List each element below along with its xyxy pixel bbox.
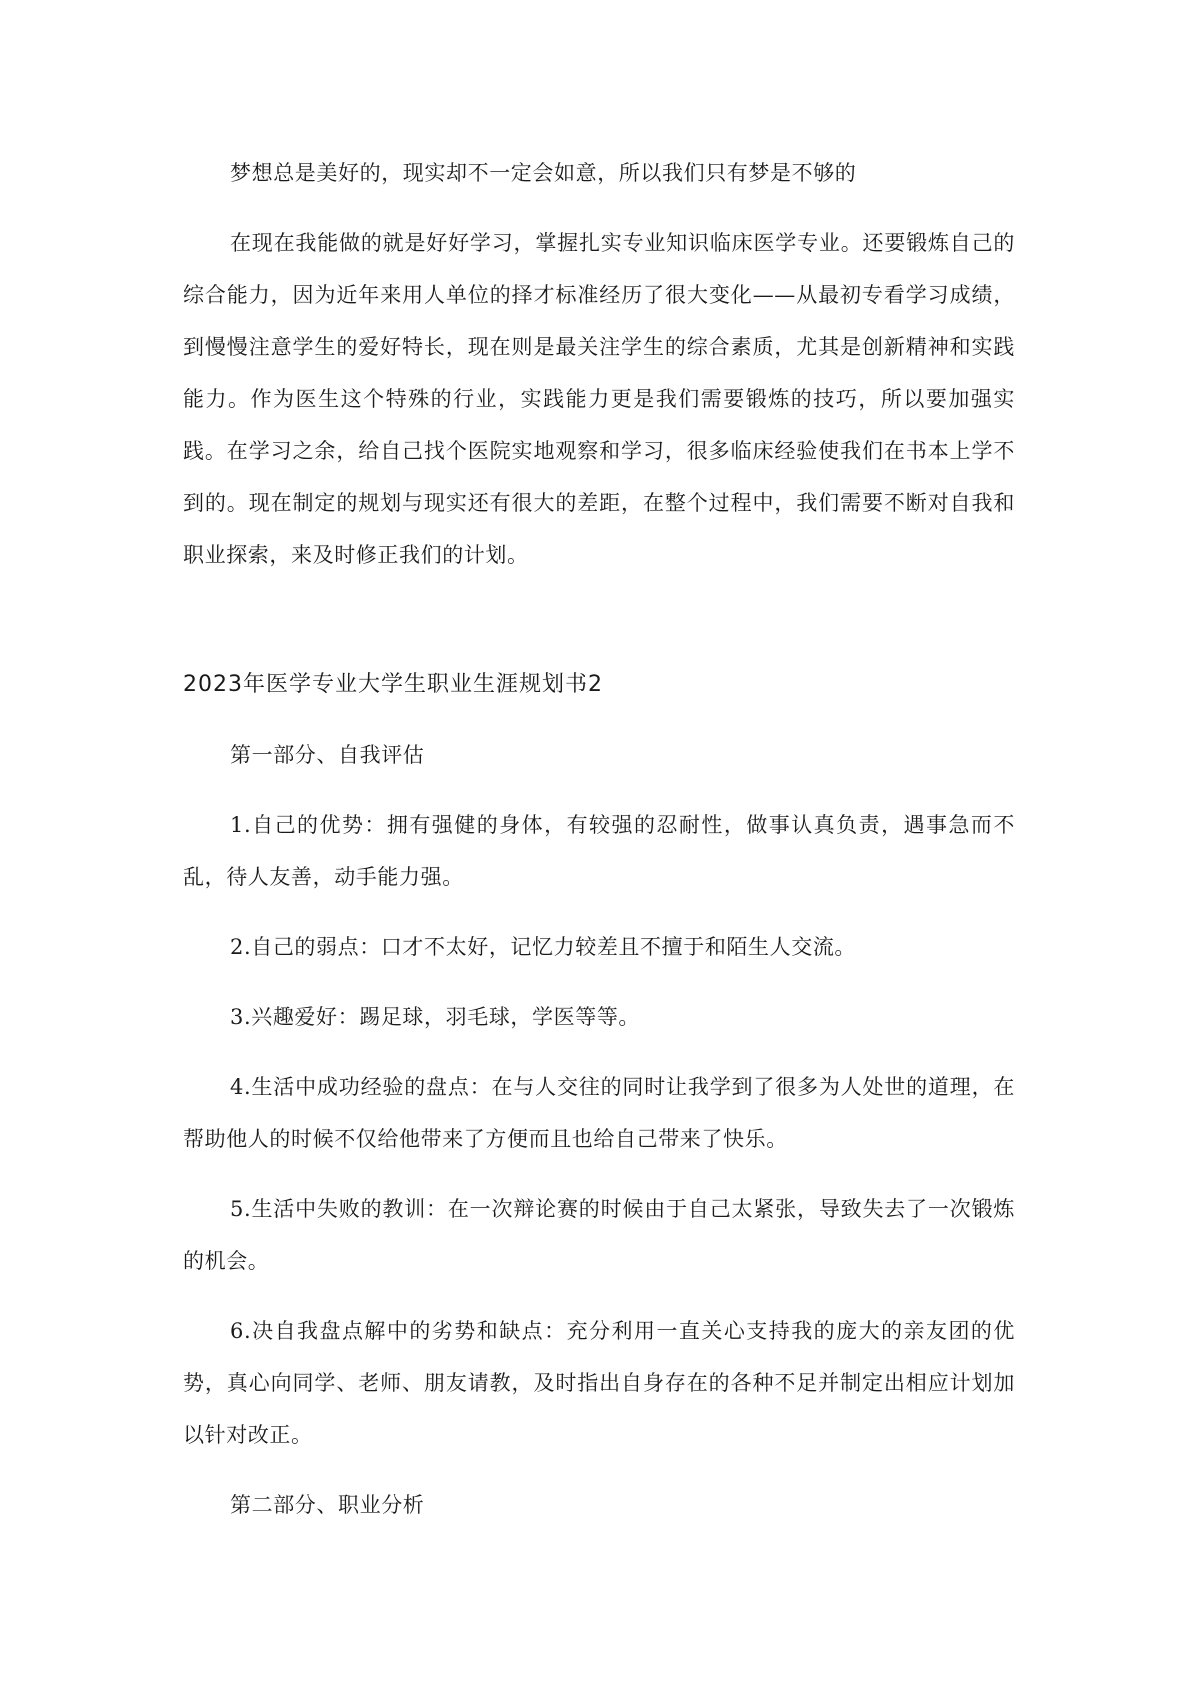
part1-title: 第一部分、自我评估 (230, 743, 425, 767)
section-title: 2023年医学专业大学生职业生涯规划书2 (183, 672, 603, 697)
list-item-improvement: 6.决自我盘点解中的劣势和缺点：充分利用一直关心支持我的庞大的亲友团的优势，真心向同学、老师、朋友请教，及时指出自身存在的各种不足并制定出相应计划加以针对改正。 (183, 1319, 1015, 1447)
document-body (183, 147, 1015, 1531)
list-item-strengths: 1.自己的优势：拥有强健的身体，有较强的忍耐性，做事认真负责，遇事急而不乱，待人友善，动手能力强。 (183, 813, 1015, 889)
list-item-success: 4.生活中成功经验的盘点：在与人交往的同时让我学到了很多为人处世的道理，在帮助他人的时候不仅给他带来了方便而且也给自己带来了快乐。 (183, 1075, 1015, 1151)
part2-title: 第二部分、职业分析 (230, 1493, 425, 1517)
list-item-weaknesses: 2.自己的弱点：口才不太好，记忆力较差且不擅于和陌生人交流。 (230, 935, 857, 959)
list-item-hobbies: 3.兴趣爱好：踢足球，羽毛球，学医等等。 (230, 1005, 641, 1029)
paragraph-current-plan: 在现在我能做的就是好好学习，掌握扎实专业知识临床医学专业。还要锻炼自己的综合能力，因为近年来用人单位的择才标准经历了很大变化——从最初专看学习成绩，到慢慢注意学生的爱好特长，现在则是最关注学生的综合素质，尤其是创新精神和实践能力。作为医生这个特殊的行业，实践能力更是我们需要锻炼的技巧，所以要加强实践。在学习之余，给自己找个医院实地观察和学习，很多临床经验使我们在书本上学不到的。现在制定的规划与现实还有很大的差距，在整个过程中，我们需要不断对自我和职业探索，来及时修正我们的计划。 (183, 231, 1015, 567)
list-item-failure: 5.生活中失败的教训：在一次辩论赛的时候由于自己太紧张，导致失去了一次锻炼的机会。 (183, 1197, 1015, 1273)
paragraph-dream: 梦想总是美好的，现实却不一定会如意，所以我们只有梦是不够的 (230, 161, 857, 185)
